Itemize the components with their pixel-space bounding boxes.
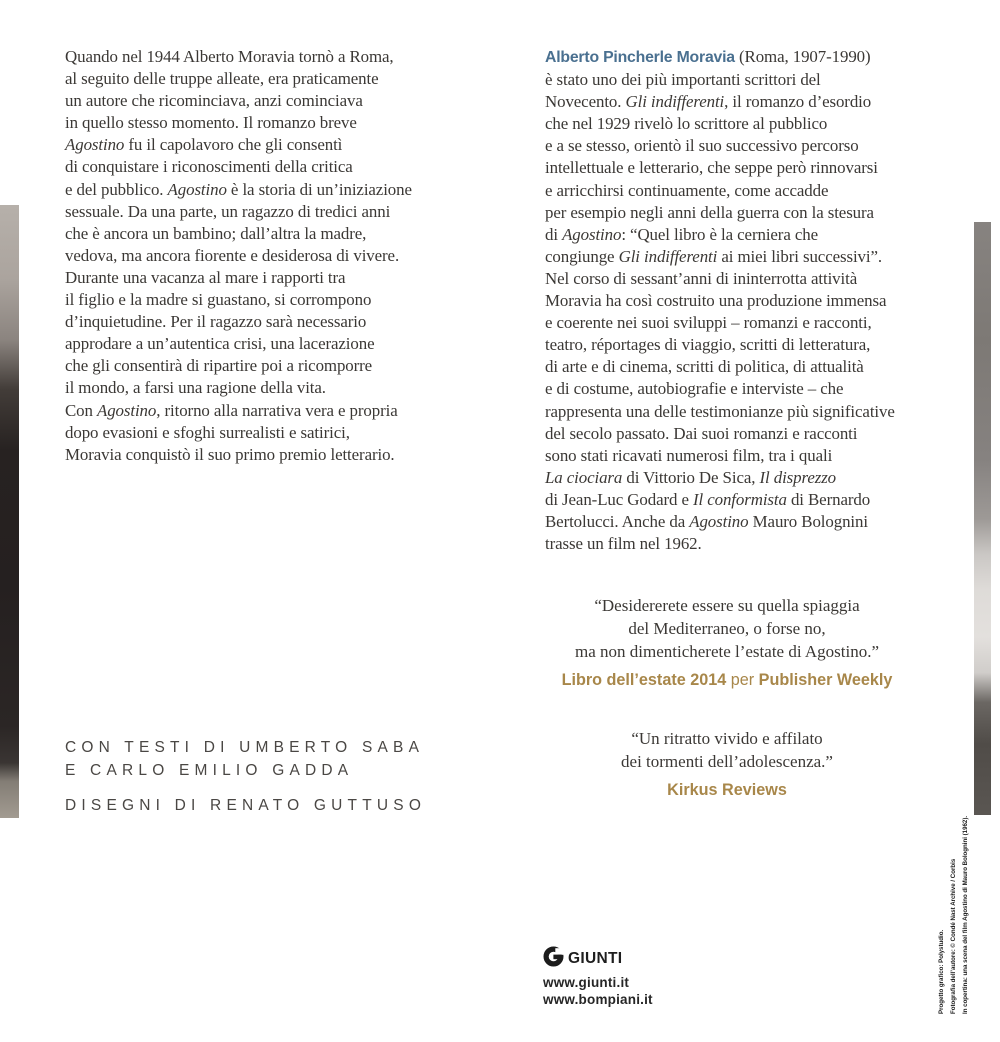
text-line: il figlio e la madre si guastano, si corrompono xyxy=(65,290,372,310)
text-line: vedova, ma ancora fiorente e desiderosa di vivere. xyxy=(65,245,400,265)
text-segment: Il disprezzo xyxy=(759,467,837,487)
text-segment: Agostino xyxy=(689,511,749,531)
text-segment: Con xyxy=(65,400,97,420)
text-segment: , ritorno alla narrativa vera e propria xyxy=(156,400,398,420)
left-photo-strip xyxy=(0,205,19,818)
text-line: www.giunti.it xyxy=(543,975,630,990)
review-quote-2 xyxy=(545,727,909,802)
text-segment: Alberto Pincherle Moravia xyxy=(545,49,735,66)
text-line: e di costume, autobiografie e interviste – che xyxy=(545,379,844,399)
text-line: rappresenta una delle testimonianze più significative xyxy=(545,401,895,421)
text-line: d’inquietudine. Per il ragazzo sarà necessario xyxy=(65,312,367,332)
text-line: in quello stesso momento. Il romanzo breve xyxy=(65,113,357,133)
text-line: approdare a un’autentica crisi, una lacerazione xyxy=(65,334,375,354)
cover-credits-rotated xyxy=(936,816,972,1014)
text-line xyxy=(65,400,497,422)
text-line xyxy=(545,246,975,268)
text-line: sono stati ricavati numerosi film, tra i quali xyxy=(545,445,833,465)
text-segment: Libro dell’estate 2014 xyxy=(561,671,727,689)
quote-attribution xyxy=(545,779,909,802)
publisher-block xyxy=(543,946,653,1008)
text-segment: (Roma, 1907-1990) xyxy=(734,47,871,66)
text-segment: congiunge xyxy=(545,246,619,266)
contributors-texts xyxy=(65,737,424,782)
text-line: dei tormenti dell’adolescenza.” xyxy=(621,752,833,771)
synopsis-paragraph xyxy=(65,46,497,466)
text-line xyxy=(545,779,909,802)
text-line: del Mediterraneo, o forse no, xyxy=(628,619,826,638)
text-line: del secolo passato. Dai suoi romanzi e racconti xyxy=(545,423,858,443)
text-line xyxy=(545,489,975,511)
text-line: Moravia conquistò il suo primo premio letterario. xyxy=(65,444,395,464)
text-segment: di Bernardo xyxy=(786,489,871,509)
text-line: Fotografia dell’autore: © Condé Nast Archive / Corbis xyxy=(950,858,957,1014)
text-line: per esempio negli anni della guerra con la stesura xyxy=(545,202,874,222)
publisher-name: GIUNTI xyxy=(568,950,623,967)
text-line xyxy=(545,46,975,69)
text-line: e arricchirsi continuamente, come accadde xyxy=(545,180,829,200)
quote-text xyxy=(545,594,909,663)
text-line: ma non dimenticherete l’estate di Agostino.” xyxy=(574,642,880,661)
text-line: al seguito delle truppe alleate, era praticamente xyxy=(65,69,379,89)
review-quote-1 xyxy=(545,594,909,692)
author-bio-paragraph xyxy=(545,46,975,555)
text-line: il mondo, a farsi una ragione della vita. xyxy=(65,378,326,398)
text-line xyxy=(65,179,497,201)
text-line: www.bompiani.it xyxy=(543,992,653,1007)
text-line: un autore che ricominciava, anzi cominciava xyxy=(65,91,363,111)
text-line xyxy=(545,91,975,113)
text-line xyxy=(65,134,497,156)
text-line: DISEGNI DI RENATO GUTTUSO xyxy=(65,797,427,814)
text-segment: Novecento. xyxy=(545,92,626,112)
giunti-logo-icon xyxy=(543,946,564,972)
text-segment: Gli indifferenti xyxy=(618,246,718,266)
text-line xyxy=(545,467,975,489)
text-line xyxy=(545,511,975,533)
text-line: “Desidererete essere su quella spiaggia xyxy=(594,596,860,615)
text-line: Nel corso di sessant’anni di ininterrotta attività xyxy=(545,268,858,288)
text-segment: di Vittorio De Sica, xyxy=(622,467,760,487)
right-photo-strip xyxy=(974,222,991,815)
text-line: teatro, réportages di viaggio, scritti di letteratura, xyxy=(545,335,871,355)
text-segment: fu il capolavoro che gli consentì xyxy=(124,135,343,155)
text-segment: , il romanzo d’esordio xyxy=(724,92,872,112)
text-line: che gli consentirà di ripartire poi a ricomporre xyxy=(65,356,373,376)
text-segment: e del pubblico. xyxy=(65,179,168,199)
text-line xyxy=(545,224,975,246)
text-line: e a se stesso, orientò il suo successivo percorso xyxy=(545,136,859,156)
text-segment: ai miei libri successivi”. xyxy=(717,246,882,266)
text-line: intellettuale e letterario, che seppe però rinnovarsi xyxy=(545,158,878,178)
text-segment: Gli indifferenti xyxy=(625,92,725,112)
text-segment: : “Quel libro è la cerniera che xyxy=(621,224,818,244)
text-line: che nel 1929 rivelò lo scrittore al pubblico xyxy=(545,114,828,134)
text-segment: Mauro Bolognini xyxy=(748,511,868,531)
text-segment: Agostino xyxy=(167,179,227,199)
text-segment: di Jean-Luc Godard e xyxy=(545,489,693,509)
quote-attribution xyxy=(545,669,909,692)
text-line: Quando nel 1944 Alberto Moravia tornò a Roma, xyxy=(65,47,394,66)
text-line: è stato uno dei più importanti scrittori del xyxy=(545,70,821,90)
text-line: In copertina: una scena del film Agostino di Mauro Bolognini (1962). xyxy=(962,815,969,1014)
text-segment: per xyxy=(726,671,759,689)
text-line: e coerente nei suoi sviluppi – romanzi e racconti, xyxy=(545,313,872,333)
text-segment: La ciociara xyxy=(545,467,623,487)
publisher-logo xyxy=(543,946,653,972)
text-line: Progetto grafico: Polystudio. xyxy=(938,929,945,1014)
quote-text xyxy=(545,727,909,773)
text-line: trasse un film nel 1962. xyxy=(545,534,702,554)
text-segment: è la storia di un’iniziazione xyxy=(226,179,412,199)
text-segment: Agostino xyxy=(65,135,125,155)
text-line: dopo evasioni e sfoghi surrealisti e satirici, xyxy=(65,422,350,442)
text-segment: di xyxy=(545,224,563,244)
text-line: che è ancora un bambino; dall’altra la madre, xyxy=(65,223,367,243)
text-line: E CARLO EMILIO GADDA xyxy=(65,761,354,779)
text-segment: Agostino xyxy=(96,400,157,420)
contributors-drawings xyxy=(65,795,426,818)
publisher-websites xyxy=(543,974,653,1008)
text-segment: Il conformista xyxy=(692,489,787,509)
text-line: di arte e di cinema, scritti di politica, di attualità xyxy=(545,357,864,377)
text-line: “Un ritratto vivido e affilato xyxy=(631,729,823,748)
text-segment: Publisher Weekly xyxy=(758,671,893,689)
text-line: Moravia ha così costruito una produzione immensa xyxy=(545,291,887,311)
text-line: sessuale. Da una parte, un ragazzo di tredici anni xyxy=(65,201,391,221)
text-segment: Agostino xyxy=(562,224,622,244)
text-line: Durante una vacanza al mare i rapporti tra xyxy=(65,267,346,287)
text-segment: Kirkus Reviews xyxy=(667,781,787,799)
text-line xyxy=(545,669,909,692)
text-segment: Bertolucci. Anche da xyxy=(545,511,690,531)
text-line: CON TESTI DI UMBERTO SABA xyxy=(65,739,425,756)
text-line: di conquistare i riconoscimenti della critica xyxy=(65,157,353,177)
